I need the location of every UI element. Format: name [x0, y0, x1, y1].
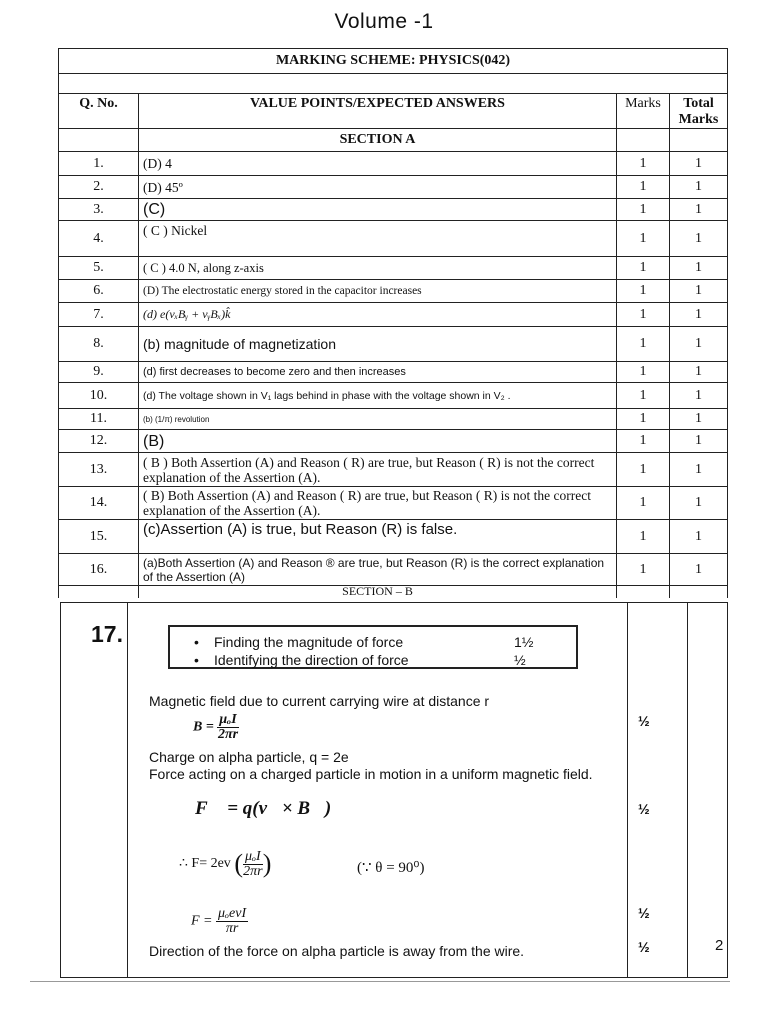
mark-half: ½ [638, 939, 650, 955]
paren-open: ( [234, 849, 243, 878]
fraction-numerator: μₒevI [218, 906, 247, 921]
header-total-marks: Total Marks [670, 94, 728, 129]
q-number: 9. [59, 362, 139, 383]
column-divider [127, 603, 128, 977]
force-text: Force acting on a charged particle in motion in a uniform magnetic field. [149, 766, 593, 782]
equation-theta: (∵ θ = 90⁰) [357, 860, 425, 876]
answer-text: (d) e(vₓBᵧ + vᵧBₓ)k̂ [139, 303, 617, 327]
q-number: 6. [59, 280, 139, 303]
answer-text: (a)Both Assertion (A) and Reason ® are true, but Reason (R) is the correct explanation of the Assertion (A) [139, 554, 617, 586]
total-cell: 1 [670, 152, 728, 176]
table-row [59, 487, 728, 520]
marking-scheme-table [58, 48, 728, 598]
table-row [59, 280, 728, 303]
marks-cell: 1 [617, 280, 670, 303]
table-row [59, 257, 728, 280]
summary-mark: 1½ [514, 634, 534, 650]
fraction-numerator: μₒI [244, 848, 261, 864]
marks-cell: 1 [617, 257, 670, 280]
marks-cell: 1 [617, 362, 670, 383]
answer-text: (D) 45º [139, 176, 617, 199]
total-cell: 1 [670, 327, 728, 362]
magnetic-field-text: Magnetic field due to current carrying wire at distance r [149, 693, 490, 709]
total-cell: 1 [670, 303, 728, 327]
equation-lorentz: F⃗ = q(v⃗× B⃗) [195, 798, 332, 819]
mark-half: ½ [638, 713, 650, 729]
answer-text: (C) [139, 199, 617, 221]
column-divider [627, 603, 628, 977]
mark-half: ½ [638, 801, 650, 817]
column-divider [687, 603, 688, 977]
total-cell: 1 [670, 257, 728, 280]
q-number: 1. [59, 152, 139, 176]
marks-cell: 1 [617, 199, 670, 221]
total-cell: 1 [670, 221, 728, 257]
paren-close: ) [262, 849, 272, 878]
table-row [59, 554, 728, 586]
fraction [216, 907, 248, 936]
answer-text: (c)Assertion (A) is true, but Reason (R) is false. [139, 520, 617, 554]
marks-cell: 1 [617, 409, 670, 430]
fraction [243, 850, 263, 879]
table-row [59, 430, 728, 453]
answer-text: (d) The voltage shown in V₁ lags behind in phase with the voltage shown in V₂ . [139, 383, 617, 409]
total-cell: 1 [670, 554, 728, 586]
total-cell: 1 [670, 362, 728, 383]
total-cell: 1 [670, 199, 728, 221]
total-cell: 1 [670, 176, 728, 199]
equation-final [191, 907, 248, 936]
table-row [59, 152, 728, 176]
page-bottom-rule [30, 981, 730, 982]
table-row [59, 520, 728, 554]
equation-b-lhs: B = [193, 719, 214, 735]
question-17-block [60, 602, 728, 978]
table-row [59, 221, 728, 257]
equation-therefore-lhs: ∴ F= 2ev [179, 856, 231, 872]
summary-mark: ½ [514, 652, 526, 668]
answer-text: ( C ) Nickel [139, 221, 617, 257]
total-cell: 1 [670, 383, 728, 409]
q-number: 2. [59, 176, 139, 199]
total-marks: 2 [715, 937, 724, 954]
q-number: 3. [59, 199, 139, 221]
total-cell: 1 [670, 280, 728, 303]
marks-cell: 1 [617, 487, 670, 520]
q-number: 14. [59, 487, 139, 520]
marks-cell: 1 [617, 176, 670, 199]
q-number: 15. [59, 520, 139, 554]
answer-text: (b) magnitude of magnetization [139, 327, 617, 362]
answer-text: (b) (1/π) revolution [139, 409, 617, 430]
q-number: 12. [59, 430, 139, 453]
answer-text: (D) The electrostatic energy stored in the capacitor increases [139, 280, 617, 303]
table-row [59, 362, 728, 383]
total-cell: 1 [670, 430, 728, 453]
answer-text: ( C ) 4.0 N, along z-axis [139, 257, 617, 280]
spacer-row [59, 74, 728, 94]
mark-half: ½ [638, 905, 650, 921]
total-cell: 1 [670, 453, 728, 487]
header-marks: Marks [617, 94, 670, 129]
total-cell: 1 [670, 487, 728, 520]
fraction-denominator: 2πr [243, 863, 263, 879]
q-number: 4. [59, 221, 139, 257]
title-row [59, 49, 728, 74]
total-cell: 1 [670, 409, 728, 430]
q-number: 13. [59, 453, 139, 487]
marks-cell: 1 [617, 221, 670, 257]
summary-item [214, 651, 576, 669]
direction-text: Direction of the force on alpha particle is away from the wire. [149, 943, 525, 959]
header-qno: Q. No. [59, 94, 139, 129]
section-a-label: SECTION A [139, 129, 617, 152]
summary-text: Finding the magnitude of force [214, 634, 404, 650]
marking-summary-box [168, 625, 578, 669]
question-number: 17. [91, 621, 123, 647]
equation-final-lhs: F = [191, 913, 213, 929]
table-row [59, 199, 728, 221]
table-title: MARKING SCHEME: PHYSICS(042) [59, 49, 728, 74]
marks-cell: 1 [617, 383, 670, 409]
table-row [59, 176, 728, 199]
section-b-label: SECTION – B [139, 586, 617, 598]
table-row [59, 383, 728, 409]
table-row [59, 327, 728, 362]
section-b-row [59, 586, 728, 598]
marks-cell: 1 [617, 327, 670, 362]
q-number: 10. [59, 383, 139, 409]
answer-text: ( B) Both Assertion (A) and Reason ( R) are true, but Reason ( R) is not the correct explanation of the Assertion (A). [139, 487, 617, 520]
fraction-denominator: 2πr [217, 727, 239, 742]
equation-b [193, 713, 239, 742]
fraction-numerator: μₒI [219, 712, 237, 727]
total-cell: 1 [670, 520, 728, 554]
marks-cell: 1 [617, 430, 670, 453]
table-row [59, 409, 728, 430]
summary-item [214, 633, 576, 651]
charge-text: Charge on alpha particle, q = 2e [149, 749, 349, 765]
answer-text: (D) 4 [139, 152, 617, 176]
marks-cell: 1 [617, 520, 670, 554]
answer-text: (d) first decreases to become zero and then increases [139, 362, 617, 383]
answer-text: ( B ) Both Assertion (A) and Reason ( R) are true, but Reason ( R) is not the correct explanation of the Assertion (A). [139, 453, 617, 487]
marks-cell: 1 [617, 453, 670, 487]
q-number: 8. [59, 327, 139, 362]
answer-text: (B) [139, 430, 617, 453]
marks-cell: 1 [617, 152, 670, 176]
header-value-points: VALUE POINTS/EXPECTED ANSWERS [139, 94, 617, 129]
q-number: 16. [59, 554, 139, 586]
equation-therefore [179, 849, 271, 879]
table-row [59, 453, 728, 487]
q-number: 7. [59, 303, 139, 327]
section-a-row [59, 129, 728, 152]
volume-heading: Volume -1 [334, 10, 434, 33]
q-number: 5. [59, 257, 139, 280]
q-number: 11. [59, 409, 139, 430]
header-row [59, 94, 728, 129]
fraction [217, 713, 238, 742]
marks-cell: 1 [617, 303, 670, 327]
table-row [59, 303, 728, 327]
fraction-denominator: πr [225, 921, 239, 936]
summary-text: Identifying the direction of force [214, 652, 409, 668]
marks-cell: 1 [617, 554, 670, 586]
